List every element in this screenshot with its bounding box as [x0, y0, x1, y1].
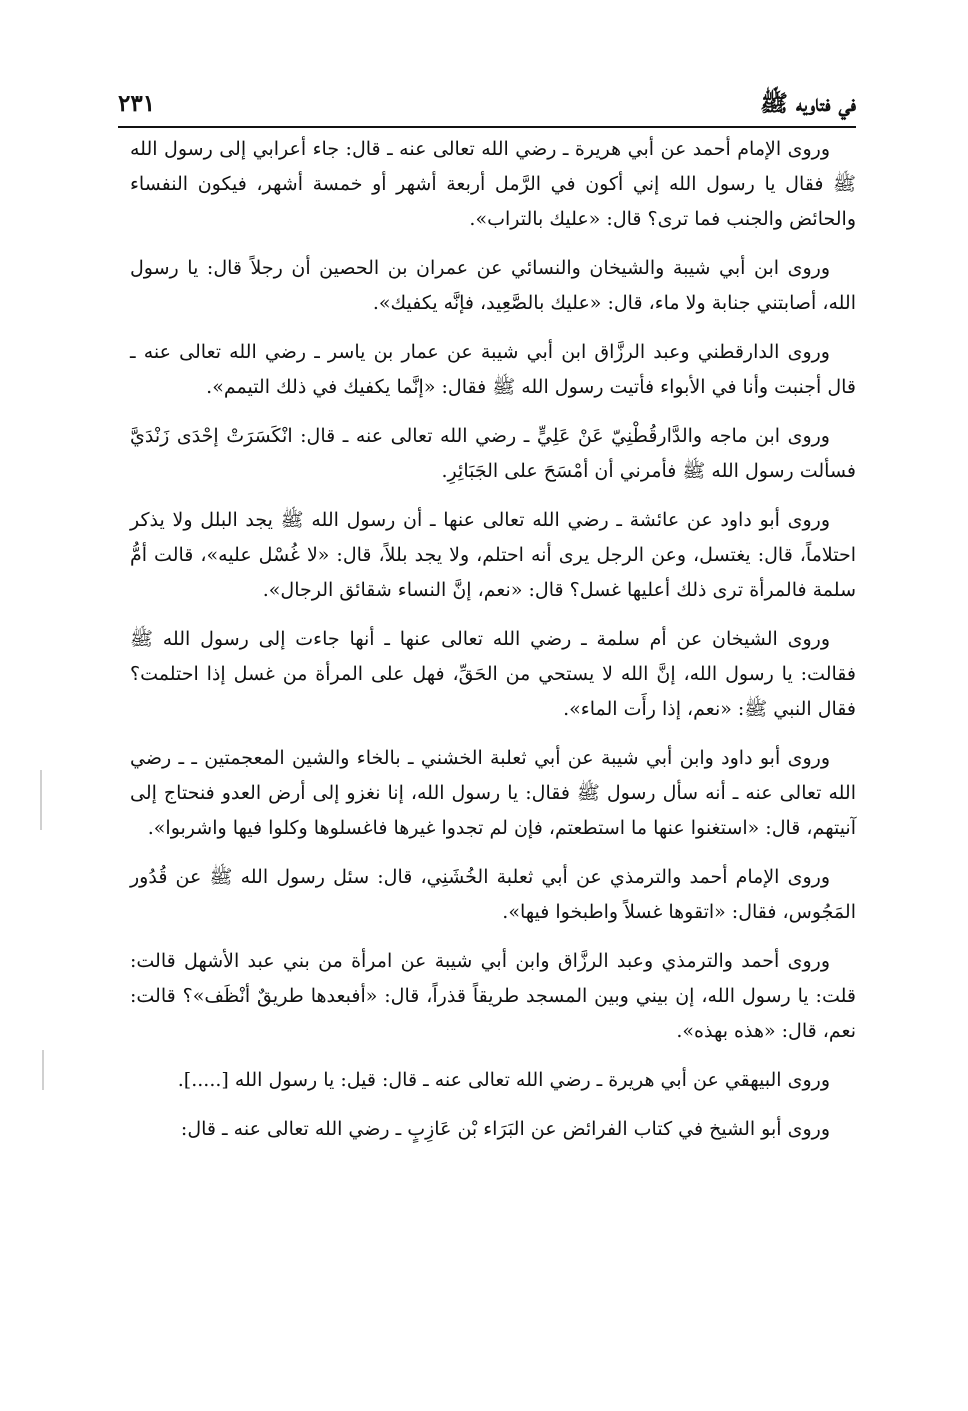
- paragraph-10: وروى البيهقي عن أبي هريرة ـ رضي الله تعالى عنه ـ قال: قيل: يا رسول الله [.....].: [177, 1069, 830, 1091]
- running-header: [118, 80, 856, 120]
- paragraph-6: وروى الشيخان عن أم سلمة ـ رضي الله تعالى عنها ـ أنها جاءت إلى رسول الله ﷺ فقالت: يا رسول الله، إنَّ الله لا يستحي من الحَقِّ، فهل على المرأة من غسل إذا احتلمت؟ فقال النبي ﷺ: «نعم، إذا رأَت الماء».: [130, 628, 856, 720]
- scan-margin-mark: [42, 1050, 44, 1090]
- paragraph-3: وروى الدارقطني وعبد الرزَّاق ابن أبي شيبة عن عمار بن ياسر ـ رضي الله تعالى عنه ـ قال أجنبت وأنا في الأبواء فأتيت رسول الله ﷺ فقال: «إنَّما يكفيك في ذلك التيمم».: [130, 341, 856, 398]
- paragraph-4: وروى ابن ماجه والدَّارقُطْنِيّ عَنْ عَلِيٍّ ـ رضي الله تعالى عنه ـ قال: انْكَسَرَتْ إحْدَى زَنْدَيَّ فسألت رسول الله ﷺ فأمرني أن أمْسَحَ على الجَبَائِرِ.: [130, 425, 856, 482]
- running-title: في فتاويه ﷺ: [760, 90, 856, 117]
- paragraph-2: وروى ابن أبي شيبة والشيخان والنسائي عن عمران بن الحصين أن رجلاً قال: يا رسول الله، أصابتني جنابة ولا ماء، قال: «عليك بالصَّعِيد، فإنَّه يكفيك».: [130, 257, 856, 314]
- header-divider: [118, 126, 856, 128]
- page-number: ٢٣١: [118, 90, 156, 117]
- paragraph-5: وروى أبو داود عن عائشة ـ رضي الله تعالى عنها ـ أن رسول الله ﷺ يجد البلل ولا يذكر احتلاماً، قال: يغتسل، وعن الرجل يرى أنه احتلم، ولا يجد بللاً، قال: «لا غُسْل عليه»، قالت أمُّ سلمة فالمرأة ترى ذلك أعليها غسل؟ قال: «نعم، إنَّ النساء شقائق الرجال».: [130, 509, 856, 601]
- body-text: [130, 132, 856, 1161]
- scan-margin-mark: [40, 770, 42, 830]
- paragraph-9: وروى أحمد والترمذي وعبد الرزَّاق وابن أبي شيبة عن امرأة من بني عبد الأشهل قالت: قلت: يا رسول الله، إن بيني وبين المسجد طريقاً قذراً، قال: «أفبعدها طريقٌ أنْظَف»؟ قالت: نعم، قال: «هذه بهذه».: [130, 950, 856, 1042]
- paragraph-8: وروى الإمام أحمد والترمذي عن أبي ثعلبة الخُشَنِي، قال: سئل رسول الله ﷺ عن قُدُور المَجُوس، فقال: «اتقوها غسلاً واطبخوا فيها».: [130, 866, 856, 923]
- paragraph-11: وروى أبو الشيخ في كتاب الفرائض عن البَرَاء بْن عَازِبٍ ـ رضي الله تعالى عنه ـ قال:: [180, 1118, 830, 1140]
- paragraph-1: وروى الإمام أحمد عن أبي هريرة ـ رضي الله تعالى عنه ـ قال: جاء أعرابي إلى رسول الله ﷺ فقال يا رسول الله إني أكون في الرَّمل أربعة أشهر أو خمسة أشهر، فيكون النفساء والحائض والجنب فما ترى؟ قال: «عليك بالتراب».: [130, 138, 856, 230]
- paragraph-7: وروى أبو داود وابن أبي شيبة عن أبي ثعلبة الخشني ـ بالخاء والشين المعجمتين ـ ـ رضي الله تعالى عنه ـ أنه سأل رسول ﷺ فقال: يا رسول الله، إنا نغزو إلى أرض العدو فنحتاج إلى آنيتهم، قال: «استغنوا عنها ما استطعتم، فإن لم تجدوا غيرها فاغسلوها وكلوا فيها واشربوا».: [130, 747, 856, 839]
